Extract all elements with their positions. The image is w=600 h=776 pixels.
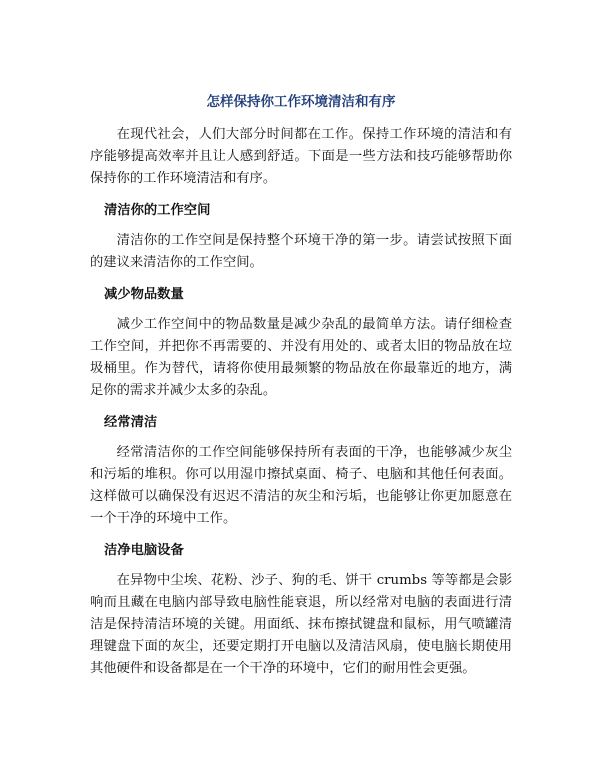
section-heading-clean-often: 经常清洁 — [104, 415, 158, 430]
document-title: 怎样保持你工作环境清洁和有序 — [206, 94, 396, 110]
section-heading-clean-workspace: 清洁你的工作空间 — [104, 203, 211, 218]
section-body-clean-workspace: 清洁你的工作空间是保持整个环境干净的第一步。请尝试按照下面的建议来清洁你的工作空间。 — [90, 233, 512, 270]
section-heading-reduce-items: 减少物品数量 — [104, 287, 184, 302]
section-body-clean-computer: 在异物中尘埃、花粉、沙子、狗的毛、饼干 crumbs 等等都是会影响而且藏在电脑内部导致电脑性能衰退，所以经常对电脑的表面进行清洁是保持清洁环境的关键。用面纸、抹布擦拭键盘和鼠标，用气喷罐清理键盘下面的灰尘，还要定期打开电脑以及清洁风扇，使电脑长期使用其他硬件和设备都是在一个干净的环境中，它们的耐用性会更强。 — [90, 573, 512, 676]
section-body-clean-often: 经常清洁你的工作空间能够保持所有表面的干净，也能够减少灰尘和污垢的堆积。你可以用湿巾擦拭桌面、椅子、电脑和其他任何表面。这样做可以确保没有迟迟不清洁的灰尘和污垢，也能够让你更加愿意在一个干净的环境中工作。 — [90, 445, 512, 526]
section-body-reduce-items: 减少工作空间中的物品数量是减少杂乱的最简单方法。请仔细检查工作空间，并把你不再需要的、并没有用处的、或者太旧的物品放在垃圾桶里。作为替代，请将你使用最频繁的物品放在你最靠近的地方，满足你的需求并减少太多的杂乱。 — [90, 317, 512, 398]
intro-paragraph: 在现代社会，人们大部分时间都在工作。保持工作环境的清洁和有序能够提高效率并且让人感到舒适。下面是一些方法和技巧能够帮助你保持你的工作环境清洁和有序。 — [90, 127, 512, 186]
section-heading-clean-computer: 洁净电脑设备 — [104, 543, 184, 558]
document-page — [90, 92, 512, 680]
